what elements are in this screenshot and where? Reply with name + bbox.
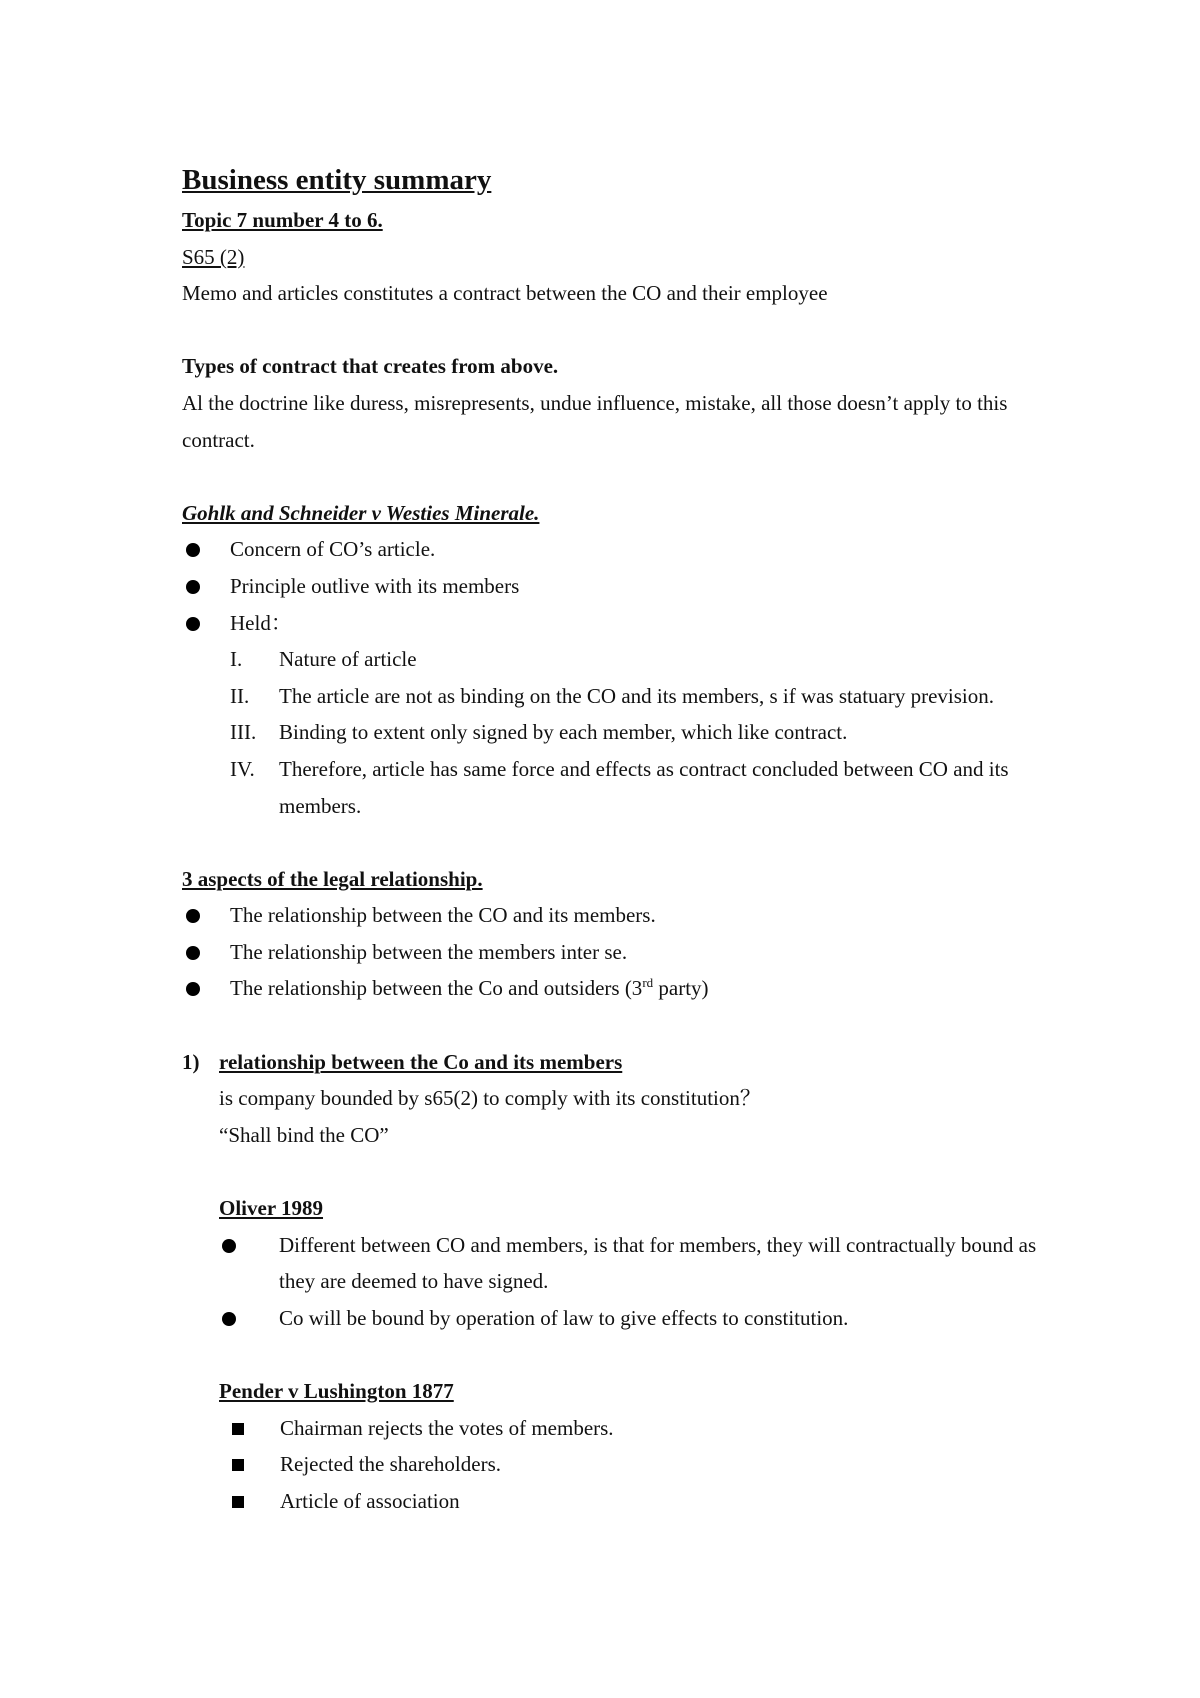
spacer (182, 312, 1062, 349)
list-item-text: party) (653, 976, 709, 1001)
held-item-text: The article are not as binding on the CO and its members, s if was statuary prevision. (279, 683, 994, 708)
types-heading: Types of contract that creates from above. (182, 354, 559, 379)
types-text: Al the doctrine like duress, misrepresents, undue influence, mistake, all those doesn’t apply to this contract. (182, 390, 1008, 452)
held-item-text: Therefore, article has same force and effects as contract concluded between CO and its members. (279, 756, 1009, 818)
list-item-text: The relationship between the CO and its members. (230, 903, 656, 928)
list-item-text: Chairman rejects the votes of members. (280, 1415, 614, 1440)
roman-numeral: I. (230, 647, 243, 672)
roman-numeral: IV. (230, 756, 255, 781)
topic-line: Topic 7 number 4 to 6. (182, 208, 383, 232)
bullet-dot-icon (186, 909, 200, 923)
superscript: rd (642, 975, 654, 991)
quote-text: “Shall bind the CO” (219, 1122, 389, 1147)
spacer (182, 458, 1062, 495)
list-item-text: Different between CO and members, is that for members, they will contractually bound as they are deemed to have signed. (279, 1232, 1037, 1294)
list-item-text: Co will be bound by operation of law to give effects to constitution. (279, 1305, 849, 1330)
roman-numeral: II. (230, 683, 250, 708)
held-item (182, 678, 1062, 715)
list-item-text: The relationship between the members inter se. (230, 939, 628, 964)
oliver-heading: Oliver 1989 (219, 1196, 324, 1221)
list-item (182, 970, 1062, 1007)
bullet-dot-icon (222, 1239, 236, 1253)
list-item-text: Rejected the shareholders. (280, 1452, 501, 1477)
intro-text: Memo and articles constitutes a contract between the CO and their employee (182, 281, 828, 306)
roman-numeral: III. (230, 720, 257, 745)
bullet-dot-icon (186, 617, 200, 631)
list-item (182, 531, 1062, 568)
aspects-heading: 3 aspects of the legal relationship. (182, 866, 483, 891)
list-item (182, 1483, 1062, 1520)
bullet-dot-icon (186, 580, 200, 594)
heading-text: relationship between the Co and its members (219, 1049, 623, 1074)
bullet-square-icon (232, 1423, 244, 1435)
list-item (182, 568, 1062, 605)
pender-heading: Pender v Lushington 1877 (219, 1379, 454, 1403)
held-item (182, 714, 1062, 751)
question-text: is company bounded by s65(2) to comply with its constitution？ (219, 1086, 761, 1111)
list-item-text: Principle outlive with its members (230, 573, 520, 598)
list-item (182, 1227, 1062, 1300)
spacer (182, 1007, 1062, 1044)
list-item-text: Concern of CO’s article. (230, 537, 436, 562)
section-ref: S65 (2) (182, 244, 245, 269)
list-item (182, 605, 1062, 642)
spacer (182, 824, 1062, 861)
list-item (182, 1300, 1062, 1337)
bullet-square-icon (232, 1459, 244, 1471)
bullet-dot-icon (186, 982, 200, 996)
bullet-square-icon (232, 1496, 244, 1508)
document-title: Business entity summary (182, 164, 492, 196)
heading-number: 1) (182, 1049, 200, 1074)
list-item-text: Held： (230, 610, 292, 635)
list-item (182, 1446, 1062, 1483)
held-item (182, 641, 1062, 678)
list-item (182, 934, 1062, 971)
held-item-text: Binding to extent only signed by each member, which like contract. (279, 720, 848, 745)
held-item-text: Nature of article (279, 647, 417, 672)
list-item (182, 1410, 1062, 1447)
list-item-text: Article of association (280, 1488, 460, 1513)
bullet-dot-icon (222, 1312, 236, 1326)
list-item-text: The relationship between the Co and outsiders (3 (230, 976, 643, 1001)
bullet-dot-icon (186, 543, 200, 557)
case-heading: Gohlk and Schneider v Westies Minerale. (182, 500, 540, 525)
bullet-dot-icon (186, 946, 200, 960)
spacer (182, 1336, 1062, 1373)
numbered-heading (182, 1044, 1062, 1081)
document-body (182, 158, 1062, 1519)
held-item (182, 751, 1062, 824)
list-item (182, 897, 1062, 934)
spacer (182, 1153, 1062, 1190)
